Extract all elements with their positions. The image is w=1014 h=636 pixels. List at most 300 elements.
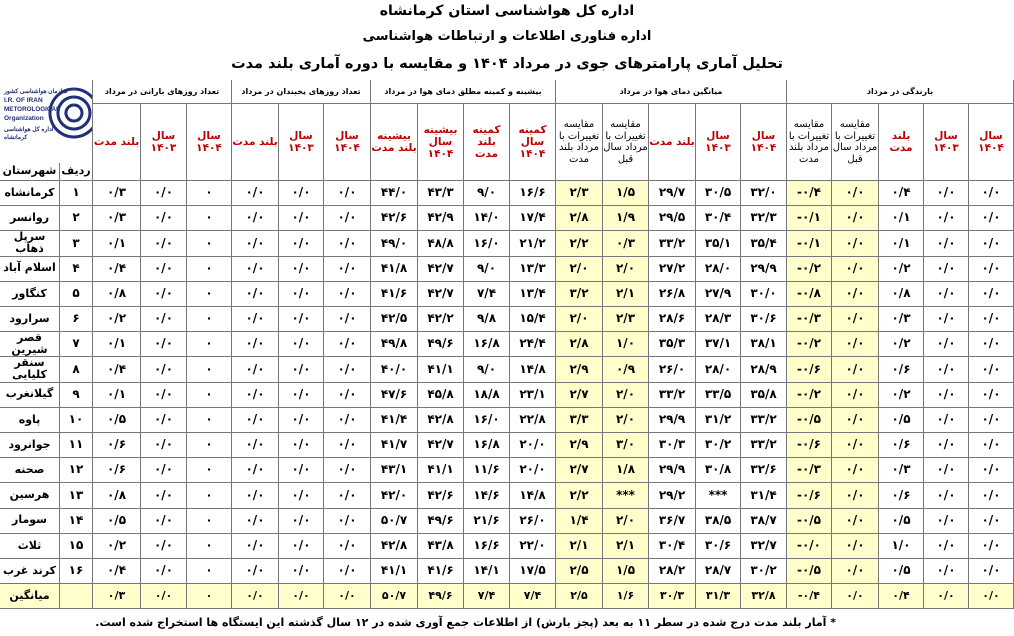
rain-days-1404: ۰ [187,282,232,307]
min-1404: ۲۲/۸ [510,408,556,433]
rain-days-longterm: ۰/۱ [93,383,141,408]
temp-1403: ۲۸/۰ [696,357,741,382]
rain-days-longterm: ۰/۴ [93,357,141,382]
column-header: مقایسه تغییرات با مرداد سال قبل [603,104,649,181]
row-number: ۱ [60,181,93,206]
min-1404: ۲۲/۰ [510,534,556,559]
rain-change-longterm: -۰/۵ [787,509,832,534]
temp-1403: ۳۸/۵ [696,509,741,534]
rain-1404: ۰/۰ [969,458,1014,483]
max-longterm: ۴۱/۴ [371,408,418,433]
temp-change-longterm: ۲/۱ [556,534,603,559]
temp-1404: ۳۰/۶ [741,307,787,332]
rain-1404: ۰/۰ [969,357,1014,382]
rain-days-1404: ۰ [187,206,232,231]
row-number: ۵ [60,282,93,307]
temp-1403: ۳۰/۶ [696,534,741,559]
rain-days-1404: ۰ [187,408,232,433]
rain-longterm: ۰/۲ [879,383,924,408]
rain-1403: ۰/۰ [924,307,969,332]
temp-change-prev-year: ۰/۹ [603,357,649,382]
rain-1403: ۰/۰ [924,357,969,382]
rain-change-prev-year: ۰/۰ [832,206,879,231]
temp-1403: ۳۰/۲ [696,433,741,458]
temp-change-longterm: ۲/۸ [556,332,603,357]
rain-1404: ۰/۰ [969,307,1014,332]
max-longterm: ۴۲/۸ [371,534,418,559]
rain-days-1404: ۰ [187,181,232,206]
min-1404: ۲۴/۴ [510,332,556,357]
logo-text: اداره کل هواشناسی [4,127,54,133]
footer-rain-longterm: ۰/۴ [879,584,924,609]
rain-days-1404: ۰ [187,332,232,357]
rain-1404: ۰/۰ [969,206,1014,231]
temp-longterm: ۲۶/۸ [649,282,696,307]
rain-longterm: ۰/۳ [879,307,924,332]
rain-days-1403: ۰/۰ [141,559,187,584]
min-longterm: ۲۱/۶ [464,509,510,534]
footer-rain-change-longterm: -۰/۴ [787,584,832,609]
frost-days-1403: ۰/۰ [279,559,324,584]
temp-change-prev-year: ۱/۰ [603,332,649,357]
rain-1403: ۰/۰ [924,332,969,357]
footer-row-number [60,584,93,609]
city-name: سنقر کلیایی [0,357,60,382]
max-1404: ۴۲/۷ [418,433,464,458]
min-1404: ۲۱/۲ [510,231,556,256]
frost-days-longterm: ۰/۰ [232,357,279,382]
rain-change-prev-year: ۰/۰ [832,357,879,382]
rain-change-longterm: -۰/۱ [787,231,832,256]
column-header: سال ۱۴۰۴ [324,104,371,181]
rain-longterm: ۰/۲ [879,257,924,282]
frost-days-1403: ۰/۰ [279,231,324,256]
min-longterm: ۱۱/۶ [464,458,510,483]
temp-1404: ۳۲/۰ [741,181,787,206]
frost-days-1403: ۰/۰ [279,282,324,307]
footer-rain-days-1403: ۰/۰ [141,584,187,609]
frost-days-1403: ۰/۰ [279,509,324,534]
temp-change-prev-year: *** [603,483,649,508]
max-1404: ۴۲/۶ [418,483,464,508]
dept-title: اداره فناوری اطلاعات و ارتباطات هواشناسی [362,29,652,44]
group-header: بارندگی در مرداد [787,80,1014,104]
rain-1403: ۰/۰ [924,282,969,307]
rain-days-1403: ۰/۰ [141,458,187,483]
temp-change-longterm: ۱/۴ [556,509,603,534]
rain-days-1403: ۰/۰ [141,231,187,256]
rain-1403: ۰/۰ [924,231,969,256]
rain-days-1404: ۰ [187,483,232,508]
footer-rain-1404: ۰/۰ [969,584,1014,609]
rain-days-longterm: ۰/۱ [93,231,141,256]
rain-days-1403: ۰/۰ [141,483,187,508]
frost-days-1403: ۰/۰ [279,307,324,332]
rain-1403: ۰/۰ [924,408,969,433]
column-header: سال ۱۴۰۳ [279,104,324,181]
rain-longterm: ۱/۰ [879,534,924,559]
rain-1403: ۰/۰ [924,534,969,559]
max-longterm: ۵۰/۷ [371,509,418,534]
temp-longterm: ۳۶/۷ [649,509,696,534]
temp-1404: ۲۹/۹ [741,257,787,282]
temp-change-longterm: ۲/۷ [556,383,603,408]
rain-change-prev-year: ۰/۰ [832,231,879,256]
logo [2,83,92,163]
rain-days-1404: ۰ [187,559,232,584]
min-1404: ۱۳/۴ [510,282,556,307]
frost-days-1403: ۰/۰ [279,332,324,357]
column-header: سال ۱۴۰۴ [187,104,232,181]
temp-change-longterm: ۲/۹ [556,357,603,382]
frost-days-longterm: ۰/۰ [232,332,279,357]
rain-change-longterm: -۰/۳ [787,458,832,483]
frost-days-longterm: ۰/۰ [232,307,279,332]
frost-days-1403: ۰/۰ [279,458,324,483]
temp-1403: ۳۱/۲ [696,408,741,433]
rain-days-longterm: ۰/۸ [93,483,141,508]
max-1404: ۴۲/۸ [418,408,464,433]
rain-1403: ۰/۰ [924,206,969,231]
rain-change-longterm: -۰/۱ [787,206,832,231]
min-1404: ۱۶/۶ [510,181,556,206]
temp-change-longterm: ۲/۹ [556,433,603,458]
rain-1403: ۰/۰ [924,509,969,534]
temp-longterm: ۲۹/۲ [649,483,696,508]
column-header: کمینه بلند مدت [464,104,510,181]
max-1404: ۴۸/۸ [418,231,464,256]
temp-1404: ۳۵/۸ [741,383,787,408]
max-1404: ۴۲/۷ [418,282,464,307]
footer-frost-days-1404: ۰/۰ [324,584,371,609]
frost-days-1403: ۰/۰ [279,257,324,282]
temp-longterm: ۳۳/۲ [649,231,696,256]
temp-longterm: ۳۵/۳ [649,332,696,357]
max-longterm: ۴۱/۶ [371,282,418,307]
city-name: جوانرود [0,433,60,458]
row-number: ۱۵ [60,534,93,559]
rain-1404: ۰/۰ [969,332,1014,357]
row-number: ۱۶ [60,559,93,584]
rain-change-prev-year: ۰/۰ [832,408,879,433]
footer-min-1404: ۷/۴ [510,584,556,609]
footer-frost-days-longterm: ۰/۰ [232,584,279,609]
rain-1403: ۰/۰ [924,181,969,206]
temp-change-prev-year: ۱/۵ [603,559,649,584]
frost-days-1403: ۰/۰ [279,357,324,382]
max-longterm: ۴۲/۰ [371,483,418,508]
frost-days-longterm: ۰/۰ [232,509,279,534]
column-header: مقایسه تغییرات با مرداد بلند مدت [556,104,603,181]
max-longterm: ۴۰/۰ [371,357,418,382]
rain-days-1403: ۰/۰ [141,206,187,231]
city-name: هرسین [0,483,60,508]
city-header: شهرستان [0,163,60,181]
report-title: تحلیل آماری پارامترهای جوی در مرداد ۱۴۰۴ و مقایسه با دوره آماری بلند مدت [231,56,783,72]
min-longterm: ۹/۰ [464,181,510,206]
frost-days-1403: ۰/۰ [279,408,324,433]
rain-days-1403: ۰/۰ [141,534,187,559]
min-1404: ۱۷/۵ [510,559,556,584]
rain-longterm: ۰/۱ [879,206,924,231]
group-header: تعداد روزهای یخبندان در مرداد [232,80,371,104]
temp-1404: ۳۸/۱ [741,332,787,357]
rain-change-longterm: -۰/۸ [787,282,832,307]
rain-change-longterm: -۰/۲ [787,383,832,408]
temp-1403: ۳۰/۸ [696,458,741,483]
rain-days-1403: ۰/۰ [141,408,187,433]
temp-1404: ۳۳/۲ [741,433,787,458]
rain-1404: ۰/۰ [969,483,1014,508]
min-longterm: ۱۶/۸ [464,433,510,458]
frost-days-1404: ۰/۰ [324,307,371,332]
rain-change-longterm: -۰/۶ [787,483,832,508]
temp-change-prev-year: ۲/۰ [603,408,649,433]
rain-days-longterm: ۰/۵ [93,408,141,433]
max-1404: ۴۵/۸ [418,383,464,408]
rain-days-1404: ۰ [187,357,232,382]
rain-days-1403: ۰/۰ [141,332,187,357]
rain-change-longterm: -۰/۶ [787,433,832,458]
frost-days-longterm: ۰/۰ [232,282,279,307]
footer-min-longterm: ۷/۴ [464,584,510,609]
rain-days-1403: ۰/۰ [141,509,187,534]
rain-longterm: ۰/۴ [879,181,924,206]
frost-days-1403: ۰/۰ [279,433,324,458]
min-longterm: ۱۴/۶ [464,483,510,508]
rain-1404: ۰/۰ [969,181,1014,206]
min-longterm: ۷/۴ [464,282,510,307]
min-longterm: ۱۶/۰ [464,408,510,433]
temp-1403: ۲۸/۷ [696,559,741,584]
temp-1403: ۲۷/۹ [696,282,741,307]
rain-change-prev-year: ۰/۰ [832,559,879,584]
temp-change-prev-year: ۲/۰ [603,257,649,282]
temp-change-longterm: ۲/۰ [556,307,603,332]
rain-days-longterm: ۰/۲ [93,534,141,559]
rain-change-prev-year: ۰/۰ [832,433,879,458]
footer-rain-days-longterm: ۰/۳ [93,584,141,609]
rain-days-1403: ۰/۰ [141,181,187,206]
footer-max-1404: ۴۹/۶ [418,584,464,609]
temp-1404: ۳۲/۳ [741,206,787,231]
row-number: ۱۰ [60,408,93,433]
temp-longterm: ۲۹/۷ [649,181,696,206]
row-number: ۲ [60,206,93,231]
column-header: سال ۱۴۰۴ [969,104,1014,181]
rain-longterm: ۰/۳ [879,458,924,483]
rain-1404: ۰/۰ [969,559,1014,584]
frost-days-longterm: ۰/۰ [232,181,279,206]
min-longterm: ۹/۰ [464,357,510,382]
temp-longterm: ۲۹/۹ [649,458,696,483]
rain-longterm: ۰/۵ [879,559,924,584]
max-longterm: ۴۹/۸ [371,332,418,357]
footer-rain-change-prev-year: ۰/۰ [832,584,879,609]
rain-change-prev-year: ۰/۰ [832,509,879,534]
temp-longterm: ۳۰/۳ [649,433,696,458]
column-header: بیشینه سال ۱۴۰۴ [418,104,464,181]
temp-change-prev-year: ۱/۸ [603,458,649,483]
rain-1403: ۰/۰ [924,433,969,458]
rain-days-longterm: ۰/۴ [93,257,141,282]
column-header: سال ۱۴۰۳ [924,104,969,181]
temp-1403: ۳۵/۱ [696,231,741,256]
rain-days-1404: ۰ [187,307,232,332]
min-1404: ۲۳/۱ [510,383,556,408]
temp-change-longterm: ۲/۸ [556,206,603,231]
frost-days-1404: ۰/۰ [324,483,371,508]
row-number: ۴ [60,257,93,282]
footer-temp-change-longterm: ۲/۵ [556,584,603,609]
rain-1403: ۰/۰ [924,257,969,282]
rain-1403: ۰/۰ [924,383,969,408]
min-1404: ۱۳/۳ [510,257,556,282]
rain-1404: ۰/۰ [969,534,1014,559]
row-number: ۱۲ [60,458,93,483]
column-header: بلند مدت [649,104,696,181]
column-header: سال ۱۴۰۳ [141,104,187,181]
row-header: ردیف [60,163,93,181]
max-longterm: ۴۱/۱ [371,559,418,584]
max-1404: ۴۲/۷ [418,257,464,282]
temp-change-prev-year: ۰/۳ [603,231,649,256]
rain-days-longterm: ۰/۳ [93,181,141,206]
temp-1404: ۲۸/۹ [741,357,787,382]
max-1404: ۴۱/۱ [418,357,464,382]
row-number: ۹ [60,383,93,408]
group-header: تعداد روزهای بارانی در مرداد [93,80,232,104]
max-1404: ۴۱/۱ [418,458,464,483]
min-1404: ۱۵/۴ [510,307,556,332]
rain-change-prev-year: ۰/۰ [832,534,879,559]
frost-days-1403: ۰/۰ [279,483,324,508]
rain-change-prev-year: ۰/۰ [832,257,879,282]
frost-days-1404: ۰/۰ [324,509,371,534]
frost-days-longterm: ۰/۰ [232,408,279,433]
max-1404: ۴۲/۹ [418,206,464,231]
column-header: کمینه سال ۱۴۰۴ [510,104,556,181]
rain-1404: ۰/۰ [969,257,1014,282]
temp-change-longterm: ۲/۷ [556,458,603,483]
temp-change-longterm: ۲/۲ [556,483,603,508]
data-table [0,80,1014,614]
city-name: گیلانغرب [0,383,60,408]
max-1404: ۴۹/۶ [418,332,464,357]
rain-change-prev-year: ۰/۰ [832,181,879,206]
frost-days-1404: ۰/۰ [324,408,371,433]
frost-days-longterm: ۰/۰ [232,433,279,458]
frost-days-longterm: ۰/۰ [232,206,279,231]
min-longterm: ۱۸/۸ [464,383,510,408]
rain-1403: ۰/۰ [924,458,969,483]
min-1404: ۲۰/۰ [510,458,556,483]
frost-days-1404: ۰/۰ [324,383,371,408]
temp-1404: ۳۰/۲ [741,559,787,584]
temp-change-prev-year: ۱/۵ [603,181,649,206]
max-longterm: ۴۴/۰ [371,181,418,206]
temp-change-longterm: ۲/۲ [556,231,603,256]
city-name: کنگاور [0,282,60,307]
rain-longterm: ۰/۵ [879,509,924,534]
max-1404: ۴۳/۸ [418,534,464,559]
min-longterm: ۱۴/۰ [464,206,510,231]
min-1404: ۲۶/۰ [510,509,556,534]
rain-longterm: ۰/۶ [879,357,924,382]
city-name: اسلام آباد [0,257,60,282]
min-longterm: ۹/۸ [464,307,510,332]
footer-city-name: میانگین [0,584,60,609]
frost-days-1404: ۰/۰ [324,357,371,382]
rain-change-longterm: -۰/۵ [787,559,832,584]
temp-1404: ۳۲/۶ [741,458,787,483]
city-name: کرمانشاه [0,181,60,206]
temp-change-prev-year: ۳/۰ [603,433,649,458]
footer-frost-days-1403: ۰/۰ [279,584,324,609]
frost-days-1404: ۰/۰ [324,206,371,231]
temp-longterm: ۳۳/۲ [649,383,696,408]
temp-change-prev-year: ۲/۱ [603,534,649,559]
temp-1403: ۳۰/۴ [696,206,741,231]
frost-days-1404: ۰/۰ [324,534,371,559]
group-header: بیشینه و کمینه مطلق دمای هوا در مرداد [371,80,556,104]
rain-days-1403: ۰/۰ [141,257,187,282]
frost-days-longterm: ۰/۰ [232,231,279,256]
rain-1404: ۰/۰ [969,408,1014,433]
frost-days-1403: ۰/۰ [279,181,324,206]
frost-days-1404: ۰/۰ [324,282,371,307]
city-name: صحنه [0,458,60,483]
temp-1404: ۳۲/۷ [741,534,787,559]
temp-1403: *** [696,483,741,508]
row-number: ۳ [60,231,93,256]
rain-days-1403: ۰/۰ [141,307,187,332]
temp-change-prev-year: ۲/۳ [603,307,649,332]
temp-change-longterm: ۳/۲ [556,282,603,307]
temp-change-longterm: ۲/۵ [556,559,603,584]
rain-change-longterm: -۰/۲ [787,332,832,357]
min-longterm: ۱۶/۸ [464,332,510,357]
temp-1404: ۳۵/۴ [741,231,787,256]
temp-longterm: ۲۶/۰ [649,357,696,382]
rain-days-1403: ۰/۰ [141,282,187,307]
max-longterm: ۴۷/۶ [371,383,418,408]
footer-temp-longterm: ۳۰/۳ [649,584,696,609]
rain-days-longterm: ۰/۲ [93,307,141,332]
max-longterm: ۴۲/۶ [371,206,418,231]
rain-change-prev-year: ۰/۰ [832,332,879,357]
row-number: ۷ [60,332,93,357]
footer-temp-change-prev-year: ۱/۶ [603,584,649,609]
rain-days-1404: ۰ [187,231,232,256]
rain-longterm: ۰/۲ [879,332,924,357]
temp-change-prev-year: ۲/۰ [603,383,649,408]
column-header: سال ۱۴۰۴ [741,104,787,181]
logo-text: سازمان هواشناسی کشور [4,89,68,95]
rain-longterm: ۰/۵ [879,408,924,433]
rain-days-longterm: ۰/۱ [93,332,141,357]
temp-change-prev-year: ۱/۹ [603,206,649,231]
rain-days-longterm: ۰/۸ [93,282,141,307]
logo-text: کرمانشاه [4,135,28,141]
frost-days-1404: ۰/۰ [324,559,371,584]
frost-days-1403: ۰/۰ [279,383,324,408]
temp-longterm: ۲۸/۲ [649,559,696,584]
temp-change-prev-year: ۲/۱ [603,282,649,307]
min-longterm: ۹/۰ [464,257,510,282]
frost-days-longterm: ۰/۰ [232,483,279,508]
city-name: قصر شیرین [0,332,60,357]
